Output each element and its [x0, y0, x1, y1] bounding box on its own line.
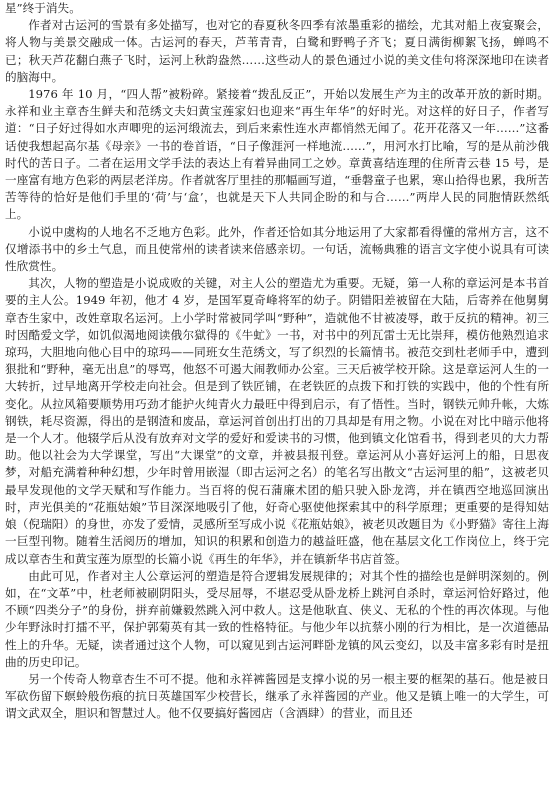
paragraph-7: 另一个传奇人物章杏生不可不提。他和永祥裤酱园是支撑小说的另一根主要的框架的基石。他是被日军砍伤留下螟蛉般伤痕的抗日英雄国军少校营长，继承了永祥酱园的产业。他又是镇上唯一的大学生，可谓文武双全，胆识和智慧过人。他不仅要搞好酱园店（含酒肆）的营业，而且还 — [5, 671, 549, 721]
paragraph-2: 作者对古运河的雪景有多处描写，也对它的春夏秋冬四季有浓墨重彩的描绘，尤其对船上夜宴聚会，将人物与美景交融成一体。古运河的春天，芦苇青青，白鹭和野鸭子齐飞；夏日满街柳絮飞扬，蝉鸣不已；秋天芦花翻白燕子飞时，运河上秋韵盎然……这些动人的景色通过小说的美文佳句将深深地印在读者的脑海中。 — [5, 18, 549, 84]
paragraph-1: 星”终于消失。 — [5, 1, 81, 15]
paragraph-4: 小说中虞构的人地名不乏地方色彩。此外，作者还恰如其分地运用了大家都看得懂的常州方言，这不仅增添书中的乡土气息，而且使常州的读者读来倍感亲切。一句话，流畅典雅的语言文字使小说具有可读性欣赏性。 — [5, 224, 549, 274]
paragraph-6: 由此可见，作者对主人公章运河的塑造是符合逻辑发展规律的；对其个性的描绘也是鲜明深刻的。例如，在“文革”中，杜老师被刷阴阳头，受尽屈辱，不堪忍受从卧龙桥上跳河自杀时，章运河恰好路过，他不顾“四类分子”的身份，拼弃前嫌毅然跳入河中救人。这是他耿直、侠义、无私的个性的再次体现。与他少年野泳时打擂不平，保护郭菊英有其一致的性格特征。与他少年以抗蔡小刚的行为相比，是一次道德品性上的升华。无疑，读者通过这个人物，可以窥见到古运河畔卧龙镇的风云变幻，以及丰富多彩有时是扭曲的历史印记。 — [5, 568, 549, 669]
paragraph-3: 1976 年 10 月，“四人帮”被粉碎。紧接着“拨乱反正”，开始以发展生产为主的改革开放的新时期。永祥和业主章杏生鲜夫和范绣文夫妇黄宝莲家妇也迎来“再生年华”的好时光。对这样的好日子，作者写道：“日子好过得如水声唧兜的运河缎流去，到后来索性连水声都悄然无闻了。花开花落又一年……”这番话使我想起高尔基《母亲》一书的卷首语，“日子像涯河一样地流……”，用河水打比喻，写的是从前沙俄时代的苦日子。二者在运用文学手法的表达上有着异曲同工之妙。章黄喜结连理的住所青云巷 15 号，是一座富有地方色彩的两层老洋房。作者就客厅里挂的那幅画写道，“垂磐童子也累，寒山拾得也累，我所苦苦等待的恰好是他们手里的‘荷’与‘盒’，也就是天下人共同企盼的和与合……”两岸人民的同胞情跃然纸上。 — [5, 87, 549, 222]
paragraph-5: 其次，人物的塑造是小说成败的关键，对主人公的塑造尤为重要。无疑，第一人称的章运河是本书首要的主人公。1949 年初，他才 4 岁，是国军夏奇峰将军的幼子。阴错阳差被留在大陆，后寄养在他舅舅章杏生家中，改姓章取名运河。上小学时常被同学叫“野种”，造就他不甘被凌辱，敢于反抗的精神。初三时因酷爱文学，如饥似渴地阅读俄尔獄得的《牛虻》一书，对书中的列瓦雷士无比崇拜，模仿他熟烈追求琼玛，大胆地向他心目中的琼玛——同班女生范绣文，写了织烈的长篇情书。被范交到杜老师手中，遭到狠批和“野种，毫无出息”的辱骂，他怒不可遏大闹教师办公室。三天后被学校开除。这是章运河人生的一大转折，过早地离开学校走向社会。但是到了铁匠铺，在老铁匠的点拨下和打铁的实践中，他的个性有所变化。从拉风箱要顺势用巧劲才能护火纯青火力最旺中得到启示，有了悟性。当时，钢铁元帅升帐，大炼钢铁，耗尽资源，得出的是钢渣和废品，章运河首创出打出的刀具却是有用之物。小说在对比中暗示他将是一个人才。他辍学后从没有放弃对文学的爱好和爱读书的习惯，他到镇文化馆看书，得到老贝的大力帮助。他以社会为大学课堂，写出“大课堂”的文章，并被县报刊登。章运河从小喜好运河上的船，日思夜梦，对船充满着种种幻想，少年时曾用嵌湿（即古运河之名）的笔名写出散文“古运河里的船”，这被老贝最早发现他的文学天赋和写作能力。当百将的倪石蒲廉术团的船只驶入卧龙湾，并在镇西空地巡回演出时，声光俱美的“花瓶姑娘”节目深深地吸引了他，好奇心驱使他探索其中的科学原理；更重要的是得知姑娘（倪瑞阳）的身世，亦发了爱情，灵感所至写成小说《花瓶姑娘》，被老贝改题目为《小野猫》寄往上海一巨型刊物。随着生活阅历的增加，知识的积累和创造力的越益旺盛，他在基层文化工作岗位上，终于完成以章杏生和黄宝莲为原型的长篇小说《再生的年华》，并在镇新华书店首签。 — [5, 276, 549, 566]
